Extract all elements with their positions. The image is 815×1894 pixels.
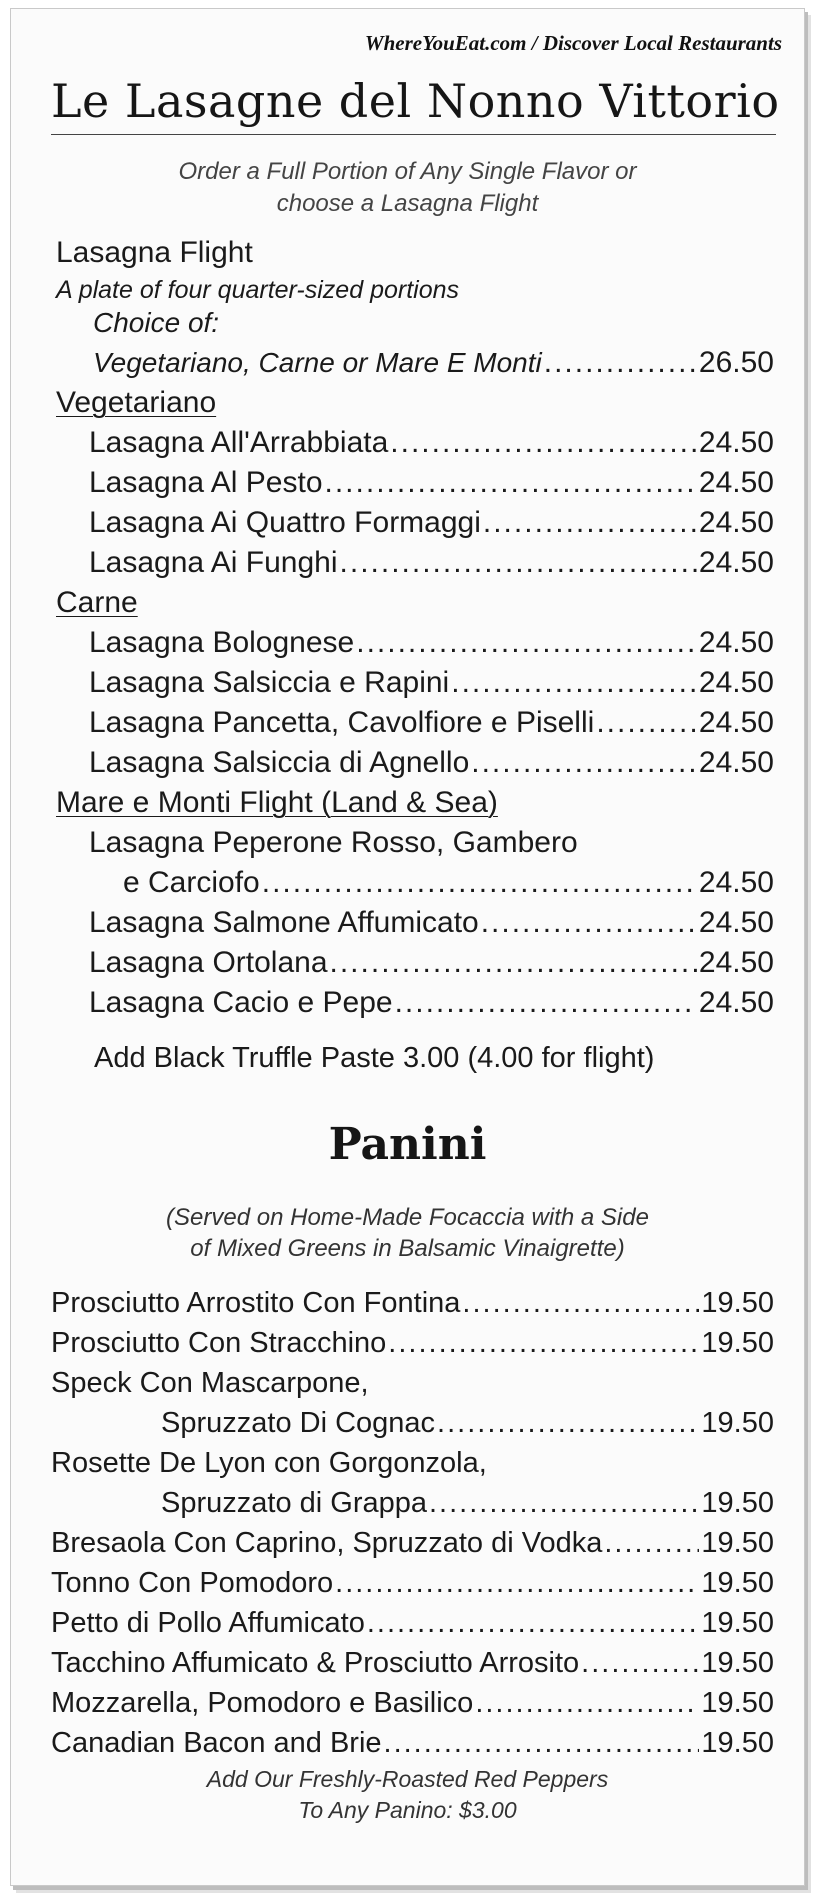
leader-dots	[262, 864, 697, 902]
category-heading: Carne	[56, 586, 138, 619]
panini-note-line: of Mixed Greens in Balsamic Vinaigrette)	[190, 1235, 625, 1262]
leader-dots	[395, 984, 697, 1022]
item-price: 24.50	[698, 626, 774, 659]
leader-dots	[388, 1324, 699, 1362]
menu-item	[89, 624, 774, 662]
category-heading: Mare e Monti Flight (Land & Sea)	[56, 786, 498, 819]
category-heading: Vegetariano	[56, 386, 217, 419]
menu-item	[89, 984, 774, 1022]
leader-dots	[367, 1604, 700, 1642]
item-price: 19.50	[701, 1607, 774, 1639]
peppers-note-line: To Any Panino: $3.00	[298, 1797, 517, 1823]
menu-item	[89, 904, 774, 942]
item-price: 24.50	[698, 666, 774, 699]
menu-item-flight	[93, 344, 774, 382]
menu-item	[161, 1484, 774, 1522]
item-name-line1: Speck Con Mascarpone,	[51, 1367, 369, 1399]
item-price: 24.50	[698, 986, 774, 1019]
menu-page	[10, 8, 805, 1886]
leader-dots	[356, 624, 697, 662]
item-name-line1: Rosette De Lyon con Gorgonzola,	[51, 1447, 487, 1479]
item-name: Lasagna Al Pesto	[89, 466, 323, 499]
intro-text	[11, 156, 804, 220]
menu-item	[51, 1604, 774, 1642]
item-name: Lasagna Ortolana	[89, 946, 328, 979]
item-name: e Carciofo	[123, 866, 260, 899]
menu-item	[89, 944, 774, 982]
item-name: Lasagna Salsiccia di Agnello	[89, 746, 470, 779]
leader-dots	[340, 544, 697, 582]
item-price: 24.50	[698, 746, 774, 779]
leader-dots	[475, 1684, 699, 1722]
item-name: Lasagna Salsiccia e Rapini	[89, 666, 450, 699]
menu-item	[161, 1404, 774, 1442]
leader-dots	[390, 424, 697, 462]
leader-dots	[581, 1644, 699, 1682]
item-name-line1: Lasagna Peperone Rosso, Gambero	[89, 826, 578, 859]
leader-dots	[429, 1484, 699, 1522]
menu-item	[89, 424, 774, 462]
menu-item	[51, 1524, 774, 1562]
item-price: 19.50	[701, 1727, 774, 1759]
leader-dots	[330, 944, 697, 982]
item-price: 19.50	[701, 1487, 774, 1519]
item-name: Lasagna All'Arrabbiata	[89, 426, 389, 459]
item-price: 24.50	[698, 866, 774, 899]
leader-dots	[451, 664, 697, 702]
item-name: Tacchino Affumicato & Prosciutto Arrosito	[51, 1647, 580, 1679]
leader-dots	[384, 1724, 700, 1762]
item-price: 24.50	[698, 906, 774, 939]
item-price: 24.50	[698, 466, 774, 499]
item-name: Canadian Bacon and Brie	[51, 1727, 382, 1759]
item-name: Lasagna Ai Quattro Formaggi	[89, 506, 481, 539]
menu-item	[89, 504, 774, 542]
item-price: 24.50	[698, 506, 774, 539]
menu-item	[89, 704, 774, 742]
item-name: Spruzzato di Grappa	[161, 1487, 427, 1519]
item-name: Prosciutto Arrostito Con Fontina	[51, 1287, 461, 1319]
leader-dots	[604, 1524, 699, 1562]
menu-item	[51, 1284, 774, 1322]
leader-dots	[483, 504, 697, 542]
item-price: 19.50	[701, 1567, 774, 1599]
item-price: 19.50	[701, 1527, 774, 1559]
flight-choice-label: Choice of:	[93, 307, 220, 338]
title-divider	[51, 134, 776, 135]
item-price: 24.50	[698, 546, 774, 579]
menu-item	[89, 664, 774, 702]
panini-note	[11, 1202, 804, 1264]
item-name: Lasagna Cacio e Pepe	[89, 986, 393, 1019]
flight-description: A plate of four quarter-sized portions	[56, 276, 460, 304]
intro-line: Order a Full Portion of Any Single Flavor or	[178, 158, 637, 185]
panini-title: Panini	[328, 1119, 487, 1170]
leader-dots	[481, 904, 697, 942]
menu-item	[123, 864, 774, 902]
flight-name: Lasagna Flight	[56, 236, 253, 269]
item-price: 19.50	[701, 1647, 774, 1679]
item-name: Lasagna Pancetta, Cavolfiore e Piselli	[89, 706, 595, 739]
item-name: Tonno Con Pomodoro	[51, 1567, 334, 1599]
item-price: 19.50	[701, 1327, 774, 1359]
peppers-note-line: Add Our Freshly-Roasted Red Peppers	[206, 1766, 609, 1792]
item-price: 19.50	[701, 1287, 774, 1319]
menu-item	[51, 1684, 774, 1722]
leader-dots	[471, 744, 697, 782]
leader-dots	[596, 704, 697, 742]
item-price: 24.50	[698, 426, 774, 459]
peppers-note	[11, 1764, 804, 1826]
intro-line: choose a Lasagna Flight	[276, 190, 539, 217]
menu-item	[51, 1644, 774, 1682]
item-price: 24.50	[698, 946, 774, 979]
panini-note-line: (Served on Home-Made Focaccia with a Side	[166, 1204, 649, 1231]
item-name: Vegetariano, Carne or Mare E Monti	[93, 347, 542, 378]
item-price: 19.50	[701, 1687, 774, 1719]
menu-item	[51, 1724, 774, 1762]
truffle-note: Add Black Truffle Paste 3.00 (4.00 for flight)	[94, 1042, 655, 1074]
item-name: Lasagna Ai Funghi	[89, 546, 338, 579]
item-name: Prosciutto Con Stracchino	[51, 1327, 387, 1359]
menu-item	[89, 544, 774, 582]
menu-item	[51, 1564, 774, 1602]
leader-dots	[462, 1284, 699, 1322]
leader-dots	[325, 464, 697, 502]
leader-dots	[437, 1404, 699, 1442]
item-name: Bresaola Con Caprino, Spruzzato di Vodka	[51, 1527, 603, 1559]
menu-item	[89, 744, 774, 782]
item-name: Lasagna Bolognese	[89, 626, 355, 659]
menu-item	[51, 1324, 774, 1362]
leader-dots	[335, 1564, 699, 1602]
item-price: 24.50	[698, 706, 774, 739]
item-price: 26.50	[698, 346, 774, 379]
menu-item	[89, 464, 774, 502]
leader-dots	[544, 344, 697, 382]
item-name: Petto di Pollo Affumicato	[51, 1607, 365, 1639]
item-name: Lasagna Salmone Affumicato	[89, 906, 479, 939]
site-credit: WhereYouEat.com / Discover Local Restaurants	[364, 31, 782, 55]
item-price: 19.50	[701, 1407, 774, 1439]
page-title: Le Lasagne del Nonno Vittorio	[51, 74, 780, 128]
item-name: Mozzarella, Pomodoro e Basilico	[51, 1687, 474, 1719]
item-name: Spruzzato Di Cognac	[161, 1407, 436, 1439]
